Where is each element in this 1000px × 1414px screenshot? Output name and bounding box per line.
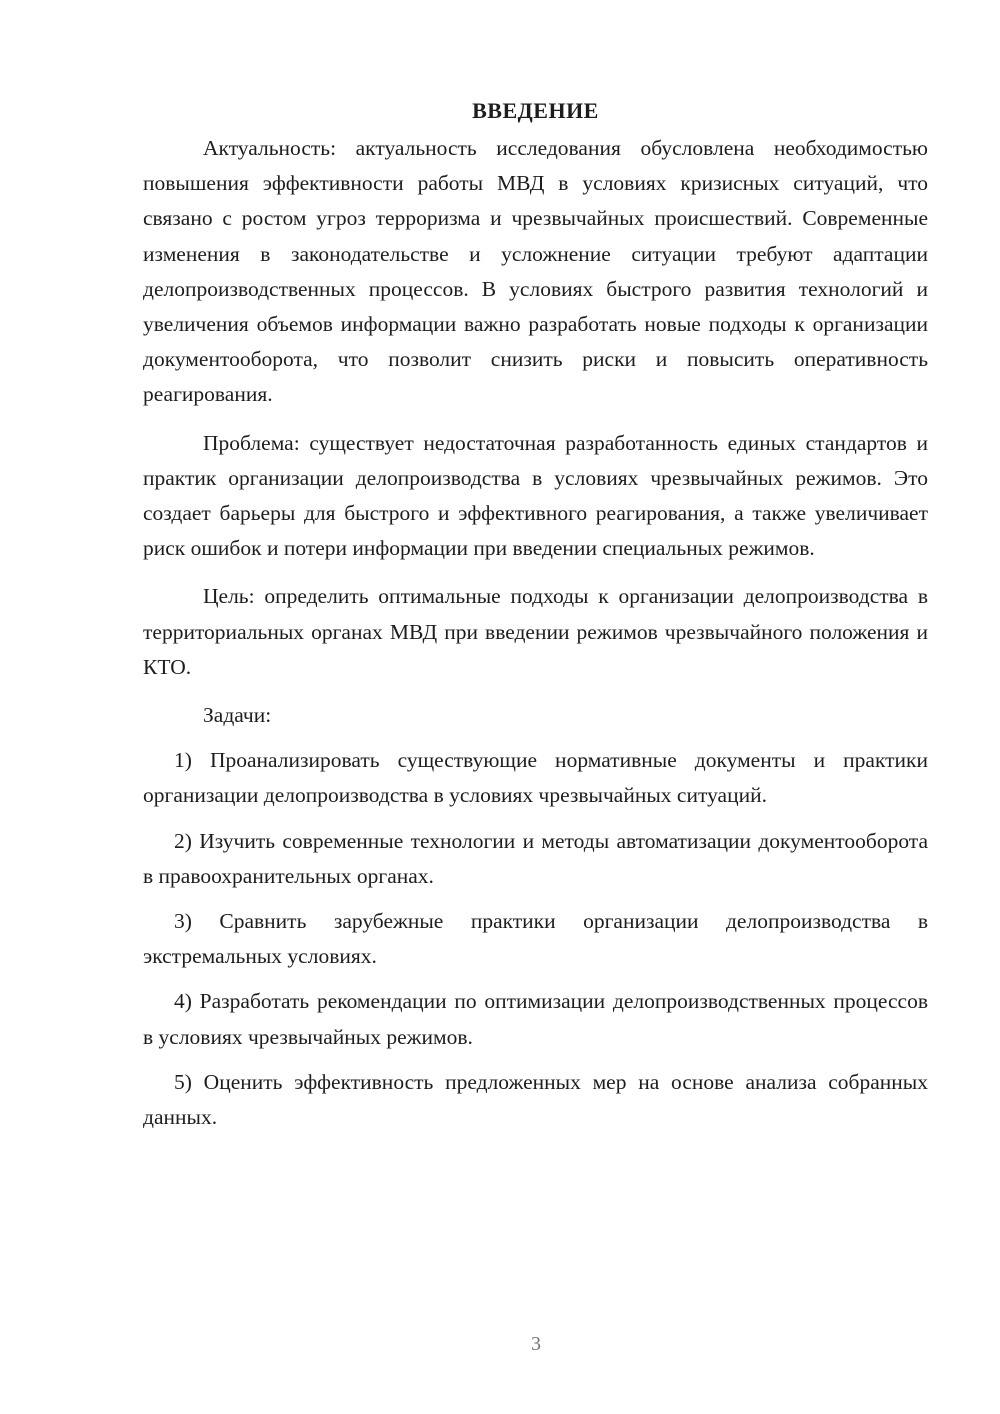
document-page [143,96,928,1135]
task-item-3: 3) Сравнить зарубежные практики организации делопроизводства в экстремальных условиях. [143,909,928,969]
paragraph-goal: Цель: определить оптимальные подходы к организации делопроизводства в территориальных органах МВД при введении режимов чрезвычайного положения и КТО. [143,584,928,679]
paragraph-problem: Проблема: существует недостаточная разработанность единых стандартов и практик организации делопроизводства в условиях чрезвычайных режимов. Это создает барьеры для быстрого и эффективного реагирования, а также увеличивает риск ошибок и потери информации при введении специальных режимов. [143,430,928,561]
task-item-4: 4) Разработать рекомендации по оптимизации делопроизводственных процессов в условиях чрезвычайных режимов. [143,989,928,1049]
task-item-1: 1) Проанализировать существующие нормативные документы и практики организации делопроизводства в условиях чрезвычайных ситуаций. [143,748,928,808]
document-title: ВВЕДЕНИЕ [472,98,599,123]
task-item-2: 2) Изучить современные технологии и методы автоматизации документооборота в правоохранительных органах. [143,828,928,888]
paragraph-tasks-heading: Задачи: [203,703,272,728]
page-number: 3 [531,1333,541,1355]
paragraph-relevance: Актуальность: актуальность исследования обусловлена необходимостью повышения эффективности работы МВД в условиях кризисных ситуаций, что связано с ростом угроз терроризма и чрезвычайных происшествий. Современные изменения в законодательстве и усложнение ситуации требуют адаптации делопроизводственных процессов. В условиях быстрого развития технологий и увеличения объемов информации важно разработать новые подходы к организации документооборота, что позволит снизить риски и повысить оперативность реагирования. [143,136,928,407]
task-item-5: 5) Оценить эффективность предложенных мер на основе анализа собранных данных. [143,1069,928,1130]
